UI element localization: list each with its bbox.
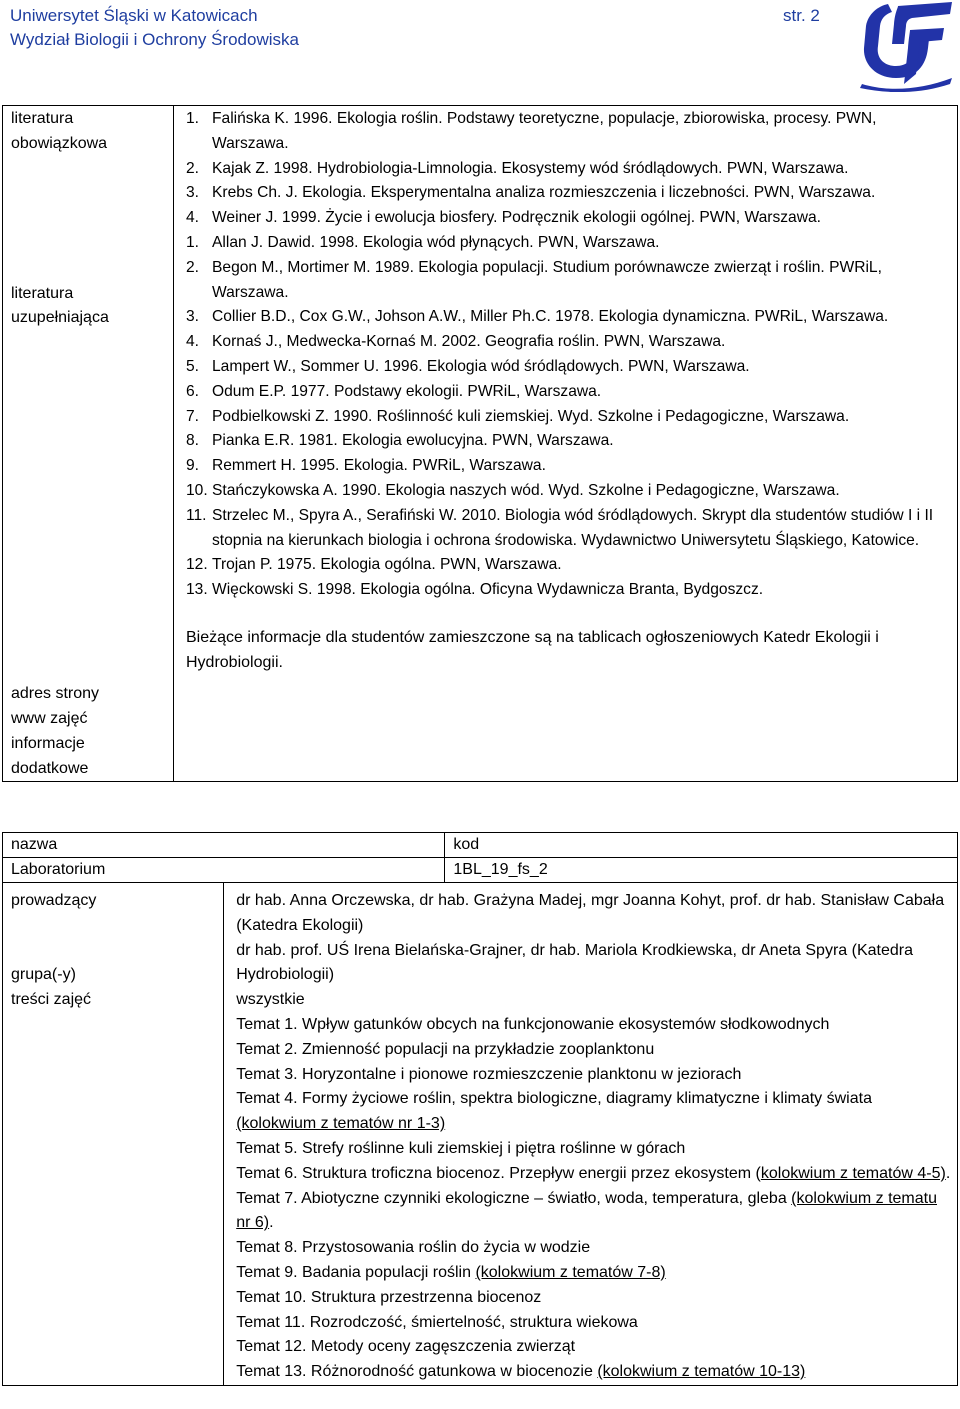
teachers-label: prowadzący bbox=[11, 892, 97, 909]
topic-item bbox=[236, 1187, 951, 1237]
mandatory-literature-item bbox=[186, 107, 951, 157]
supplementary-literature-item bbox=[186, 380, 951, 405]
topic-text: Temat 4. Formy życiowe roślin, spektra biologiczne, diagramy klimatyczne i klimaty świata bbox=[236, 1090, 872, 1108]
literature-table bbox=[2, 105, 958, 782]
supplementary-label: literatura uzupełniająca bbox=[11, 284, 109, 327]
supplementary-literature-item bbox=[186, 504, 951, 554]
teachers-ecology: dr hab. Anna Orczewska, dr hab. Grażyna Madej, mgr Joanna Kohyt, prof. dr hab. Stanisław Cabała (Katedra Ekologii) bbox=[236, 892, 945, 934]
topic-colloquium: (kolokwium z tematów 7-8) bbox=[475, 1263, 666, 1281]
item-number: 4. bbox=[186, 333, 200, 351]
item-number: 1. bbox=[186, 233, 200, 251]
mandatory-literature-item bbox=[186, 206, 951, 231]
item-number: 10. bbox=[186, 481, 208, 499]
topic-item bbox=[236, 1013, 951, 1038]
topic-item bbox=[236, 1360, 951, 1385]
item-text: Krebs Ch. J. Ekologia. Eksperymentalna analiza rozmieszczenia i liczebności. PWN, Warszawa. bbox=[212, 184, 876, 202]
topic-colloquium: (kolokwium z tematu nr 6) bbox=[236, 1189, 937, 1232]
supplementary-literature-item bbox=[186, 231, 951, 256]
topic-text: Temat 2. Zmienność populacji na przykładzie zooplanktonu bbox=[236, 1040, 655, 1058]
supplementary-literature-item bbox=[186, 479, 951, 504]
course-code: 1BL_19_fs_2 bbox=[453, 861, 548, 878]
topic-text: Temat 5. Strefy roślinne kuli ziemskiej i piętra roślinne w górach bbox=[236, 1139, 686, 1157]
topic-item bbox=[236, 1261, 951, 1286]
topic-colloquium: (kolokwium z tematów 10-13) bbox=[597, 1363, 806, 1381]
literature-content bbox=[174, 106, 958, 782]
name-label: nazwa bbox=[11, 836, 58, 853]
topic-text: Temat 12. Metody oceny zagęszczenia zwierząt bbox=[236, 1338, 576, 1356]
item-text: Odum E.P. 1977. Podstawy ekologii. PWRiL, Warszawa. bbox=[212, 382, 602, 400]
code-label-cell bbox=[445, 833, 958, 858]
supplementary-literature-item bbox=[186, 330, 951, 355]
topic-text: Temat 7. Abiotyczne czynniki ekologiczne – światło, woda, temperatura, gleba bbox=[236, 1189, 792, 1207]
item-text: Remmert H. 1995. Ekologia. PWRiL, Warszawa. bbox=[212, 457, 546, 475]
topic-item bbox=[236, 1311, 951, 1336]
item-number: 2. bbox=[186, 258, 200, 276]
topic-text: Temat 6. Struktura troficzna biocenoz. Przepływ energii przez ekosystem bbox=[236, 1164, 756, 1182]
teachers-label-cell bbox=[3, 883, 224, 1386]
item-number: 8. bbox=[186, 432, 200, 450]
item-number: 12. bbox=[186, 556, 208, 574]
page-header bbox=[10, 4, 299, 52]
supplementary-literature-item bbox=[186, 305, 951, 330]
item-text: Allan J. Dawid. 1998. Ekologia wód płynących. PWN, Warszawa. bbox=[212, 233, 660, 251]
item-number: 1. bbox=[186, 110, 200, 127]
topic-item bbox=[236, 1137, 951, 1162]
topic-text: Temat 10. Struktura przestrzenna biocenoz bbox=[236, 1288, 542, 1306]
item-text: Kajak Z. 1998. Hydrobiologia-Limnologia. Ekosystemy wód śródlądowych. PWN, Warszawa. bbox=[212, 159, 849, 177]
supplementary-literature-item bbox=[186, 454, 951, 479]
info-label: adres strony www zajęć informacje dodatkowe bbox=[11, 685, 100, 777]
supplementary-literature-item bbox=[186, 355, 951, 380]
item-text: Więckowski S. 1998. Ekologia ogólna. Oficyna Wydawnicza Branta, Bydgoszcz. bbox=[212, 581, 764, 599]
item-text: Collier B.D., Cox G.W., Johson A.W., Miller Ph.C. 1978. Ekologia dynamiczna. PWRiL, Warszawa. bbox=[212, 308, 889, 326]
topic-item bbox=[236, 1087, 951, 1137]
code-label: kod bbox=[453, 836, 480, 853]
university-name: Uniwersytet Śląski w Katowicach bbox=[10, 6, 258, 25]
item-text: Podbielkowski Z. 1990. Roślinność kuli ziemskiej. Wyd. Szkolne i Pedagogiczne, Warszawa. bbox=[212, 407, 850, 425]
university-logo bbox=[858, 0, 956, 92]
course-details bbox=[224, 883, 958, 1386]
item-number: 5. bbox=[186, 357, 200, 375]
topic-item bbox=[236, 1038, 951, 1063]
page-number: str. 2 bbox=[783, 6, 820, 25]
item-text: Weiner J. 1999. Życie i ewolucja biosfery. Podręcznik ekologii ogólnej. PWN, Warszawa. bbox=[212, 209, 821, 227]
topics-list bbox=[236, 1013, 951, 1385]
mandatory-label: literatura obowiązkowa bbox=[11, 110, 108, 152]
topic-text: Temat 8. Przystosowania roślin do życia w wodzie bbox=[236, 1239, 591, 1257]
mandatory-literature-item bbox=[186, 157, 951, 182]
topic-suffix: . bbox=[945, 1164, 951, 1182]
topic-text: Temat 3. Horyzontalne i pionowe rozmieszczenie planktonu w jeziorach bbox=[236, 1065, 742, 1083]
info-text: Bieżące informacje dla studentów zamieszczone są na tablicach ogłoszeniowych Katedr Ekologii i Hydrobiologii. bbox=[186, 628, 879, 671]
item-number: 11. bbox=[186, 506, 207, 524]
item-text: Pianka E.R. 1981. Ekologia ewolucyjna. PWN, Warszawa. bbox=[212, 432, 614, 450]
item-number: 9. bbox=[186, 457, 200, 475]
course-table bbox=[2, 832, 958, 1386]
course-name: Laboratorium bbox=[11, 861, 106, 878]
topic-item bbox=[236, 1162, 951, 1187]
topic-text: Temat 13. Różnorodność gatunkowa w biocenozie bbox=[236, 1363, 598, 1381]
item-text: Falińska K. 1996. Ekologia roślin. Podstawy teoretyczne, populacje, zbiorowiska, procesy. PWN, Warszawa. bbox=[212, 110, 877, 152]
topic-text: Temat 9. Badania populacji roślin bbox=[236, 1263, 476, 1281]
item-text: Trojan P. 1975. Ekologia ogólna. PWN, Warszawa. bbox=[212, 556, 562, 574]
mandatory-literature-item bbox=[186, 181, 951, 206]
supplementary-literature-list bbox=[186, 231, 951, 603]
topic-colloquium: kolokwium z tematów 4-5) bbox=[760, 1164, 946, 1182]
supplementary-literature-item bbox=[186, 553, 951, 578]
mandatory-literature-list bbox=[186, 107, 951, 231]
item-number: 2. bbox=[186, 159, 200, 177]
supplementary-literature-item bbox=[186, 429, 951, 454]
item-number: 4. bbox=[186, 209, 200, 227]
item-text: Strzelec M., Spyra A., Serafiński W. 2010. Biologia wód śródlądowych. Skrypt dla studentów studiów I i II stopnia na kierunkach biologia i ochrona środowiska. Wydawnictwo Uniwersytetu Śląskiego, Katowice. bbox=[212, 506, 934, 549]
item-text: Kornaś J., Medwecka-Kornaś M. 2002. Geografia roślin. PWN, Warszawa. bbox=[212, 333, 726, 351]
supplementary-literature-item bbox=[186, 256, 951, 306]
supplementary-literature-item bbox=[186, 578, 951, 603]
topic-prefix: ( bbox=[755, 1164, 761, 1182]
item-number: 13. bbox=[186, 581, 208, 599]
item-text: Begon M., Mortimer M. 1989. Ekologia populacji. Studium porównawcze zwierząt i roślin. PWRiL, Warszawa. bbox=[212, 258, 882, 301]
item-number: 6. bbox=[186, 382, 200, 400]
literature-labels bbox=[3, 106, 174, 782]
course-name-cell bbox=[3, 858, 445, 883]
supplementary-literature-item bbox=[186, 405, 951, 430]
topic-suffix: . bbox=[269, 1214, 274, 1232]
topic-item bbox=[236, 1236, 951, 1261]
topic-text: Temat 11. Rozrodczość, śmiertelność, struktura wiekowa bbox=[236, 1313, 638, 1331]
topic-item bbox=[236, 1286, 951, 1311]
groups-value: wszystkie bbox=[236, 991, 305, 1009]
faculty-name: Wydział Biologii i Ochrony Środowiska bbox=[10, 30, 299, 49]
item-text: Stańczykowska A. 1990. Ekologia naszych wód. Wyd. Szkolne i Pedagogiczne, Warszawa. bbox=[212, 481, 840, 499]
teachers-hydrobiology: dr hab. prof. UŚ Irena Bielańska-Grajner, dr hab. Mariola Krodkiewska, dr Aneta Spyra (Katedra Hydrobiologii) bbox=[236, 941, 913, 984]
topic-item bbox=[236, 1335, 951, 1360]
topic-colloquium: (kolokwium z tematów nr 1-3) bbox=[236, 1115, 446, 1133]
name-label-cell bbox=[3, 833, 445, 858]
topic-text: Temat 1. Wpływ gatunków obcych na funkcjonowanie ekosystemów słodkowodnych bbox=[236, 1015, 830, 1033]
content-label: treści zajęć bbox=[11, 990, 92, 1008]
item-number: 7. bbox=[186, 407, 200, 425]
course-code-cell bbox=[445, 858, 958, 883]
item-number: 3. bbox=[186, 184, 200, 202]
item-number: 3. bbox=[186, 308, 200, 326]
item-text: Lampert W., Sommer U. 1996. Ekologia wód śródlądowych. PWN, Warszawa. bbox=[212, 357, 750, 375]
topic-item bbox=[236, 1063, 951, 1088]
groups-label: grupa(-y) bbox=[11, 965, 76, 983]
